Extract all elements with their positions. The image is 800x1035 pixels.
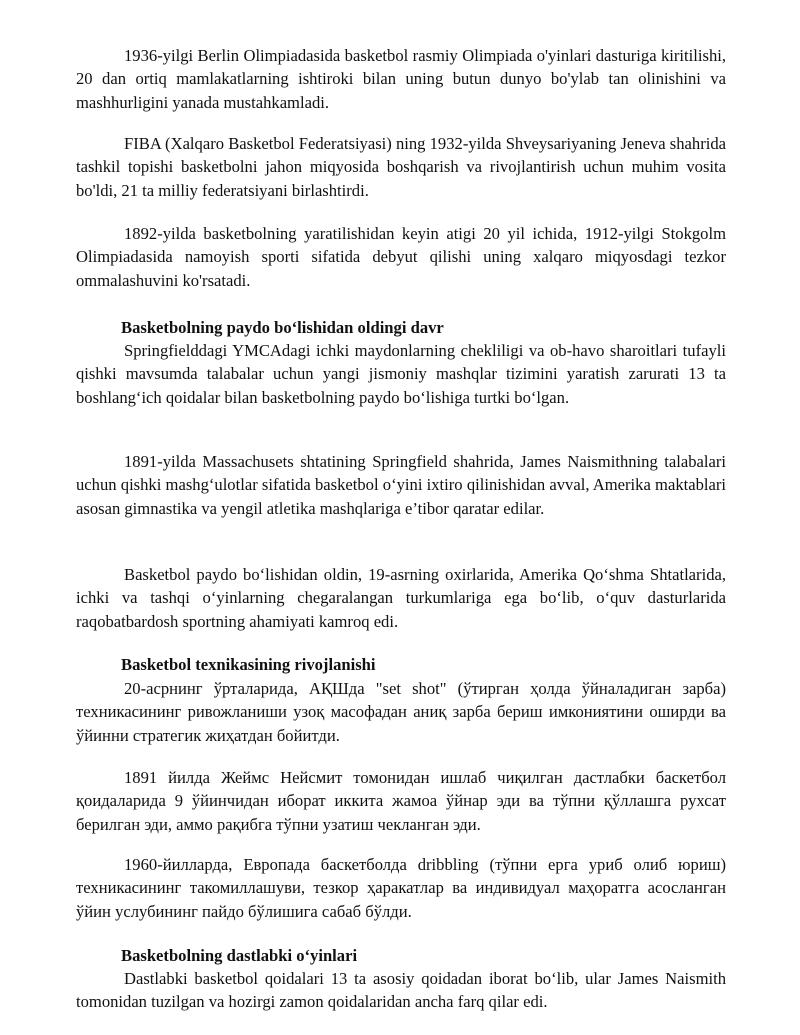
section-heading-early-games: Basketbolning dastlabki o‘yinlari	[121, 946, 358, 965]
section-heading-technique: Basketbol texnikasining rivojlanishi	[121, 655, 376, 674]
paragraph-dribbling: 1960-йилларда, Европада баскетболда dribbling (тўпни ерга уриб олиб юриш) техникасининг такомиллашуви, тезкор ҳаракатлар ва индивидуал маҳоратга асосланган ўйин услубининг пайдо бўлишига сабаб бўлди.	[76, 855, 726, 921]
section-heading-pre-history: Basketbolning paydo bo‘lishidan oldingi davr	[121, 318, 444, 337]
paragraph-naismith-1891: 1891-yilda Massachusets shtatining Springfield shahrida, James Naismithning talabalari uchun qishki mashg‘ulotlar sifatida basketbol o‘yini ixtiro qilinishidan avval, Amerika maktablari asosan gimnastika va yengil atletika mashqlariga e’tibor qaratar edilar.	[76, 452, 726, 518]
paragraph-set-shot: 20-асрнинг ўрталарида, АҚШда "set shot" (ўтирган ҳолда ўйналадиган зарба) техникасининг ривожланиши узоқ масофадан аниқ зарба бериш имкониятини оширди ва ўйинни стратегик жиҳатдан бойитди.	[76, 679, 726, 745]
paragraph-fiba: FIBA (Xalqaro Basketbol Federatsiyasi) ning 1932-yilda Shveysariyaning Jeneva shahrida tashkil topishi basketbolni jahon miqyosida boshqarish va rivojlantirish uchun muhim vosita bo'ldi, 21 ta milliy federatsiyani birlashtirdi.	[76, 134, 726, 200]
paragraph-first-rules: Dastlabki basketbol qoidalari 13 ta asosiy qoidadan iborat bo‘lib, ular James Naismith tomonidan tuzilgan va hozirgi zamon qoidalaridan ancha farq qilar edi.	[76, 969, 726, 1012]
paragraph-springfield-ymca: Springfielddagi YMCAdagi ichki maydonlarning chekliligi va ob-havo sharoitlari tufayli qishki mavsumda talabalar uchun yangi jismoniy mashqlar tizimini yaratish zarurati 13 ta boshlang‘ich qoidalar bilan basketbolning paydo bo‘lishiga turtki bo‘lgan.	[76, 341, 726, 407]
paragraph-stockholm: 1892-yilda basketbolning yaratilishidan keyin atigi 20 yil ichida, 1912-yilgi Stokgolm Olimpiadasida namoyish sporti sifatida debyut qilishi uning xalqaro miqyosdagi tezkor ommalashuvini ko'rsatadi.	[76, 224, 726, 290]
paragraph-rules-1891: 1891 йилда Жеймс Нейсмит томонидан ишлаб чиқилган дастлабки баскетбол қоидаларида 9 ўйинчидан иборат иккита жамоа ўйнар эди ва тўпни қўллашга рухсат берилган эди, аммо рақибга тўпни узатиш чекланган эди.	[76, 768, 726, 834]
paragraph-before-basketball: Basketbol paydo bo‘lishidan oldin, 19-asrning oxirlarida, Amerika Qo‘shma Shtatlarida, ichki va tashqi o‘yinlarning chegaralangan turkumlariga ega bo‘lib, o‘quv dasturlarida raqobatbardosh sportning ahamiyati kamroq edi.	[76, 565, 726, 631]
paragraph-berlin-olympics: 1936-yilgi Berlin Olimpiadasida basketbol rasmiy Olimpiada o'yinlari dasturiga kiritilishi, 20 dan ortiq mamlakatlarning ishtiroki bilan uning butun dunyo bo'ylab tan olinishini va mashhurligini yanada mustahkamladi.	[76, 46, 726, 112]
